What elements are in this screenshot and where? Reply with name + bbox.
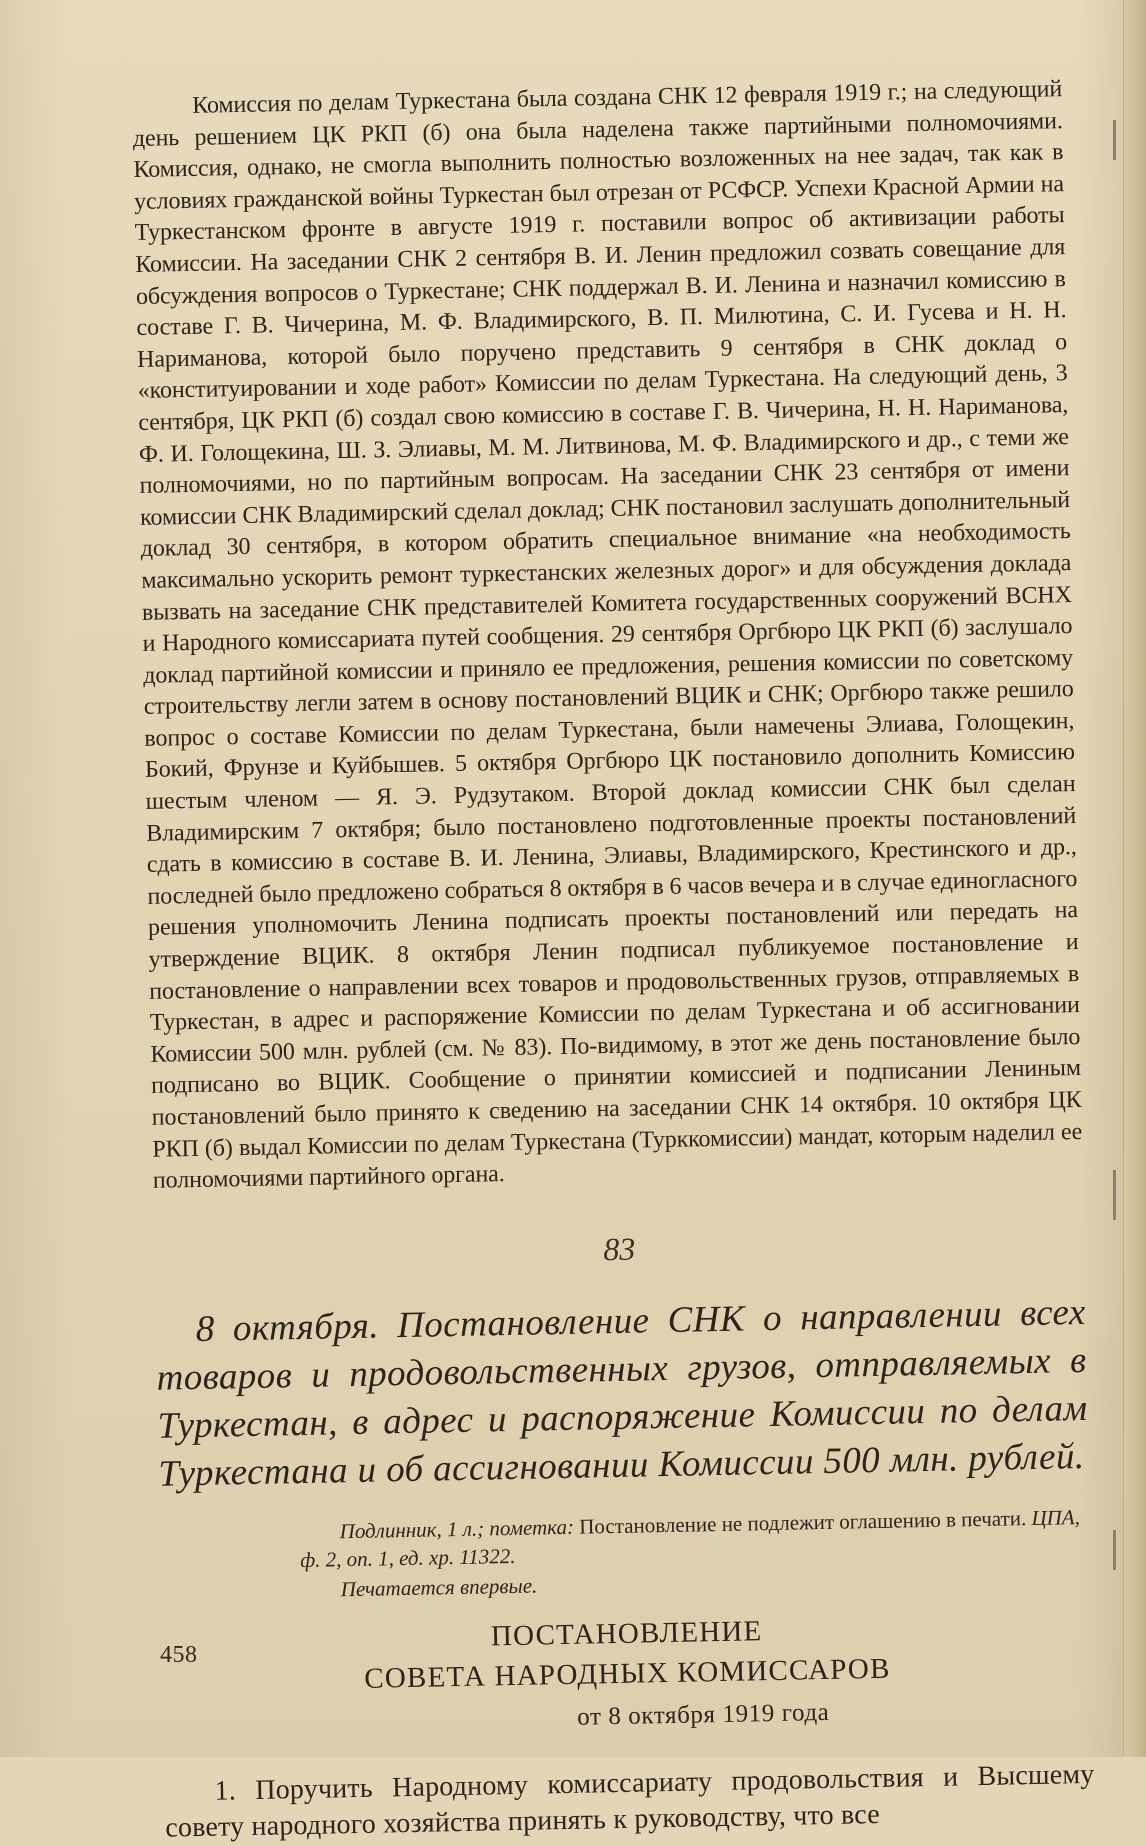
intro-paragraph: Комиссия по делам Туркестана была создана СНК 12 февраля 1919 г.; на следующий день решением ЦК РКП (б) она была наделена также партийными полномочиями. Комиссия, однако, не смогла выполнить полностью возложенных на нее задач, так как в условиях гражданской войны Туркестан был отрезан от РСФСР. Успехи Красной Армии на Туркестанском фронте в августе 1919 г. поставили вопрос об активизации работы Комиссии. На заседании СНК 2 сентября В. И. Ленин предложил созвать совещание для обсуждения вопросов о Туркестане; СНК поддержал В. И. Ленина и назначил комиссию в составе Г. В. Чичерина, М. Ф. Владимирского, В. П. Милютина, С. И. Гусева и Н. Н. Нариманова, которой было поручено представить 9 сентября в СНК доклад о «конституировании и ходе работ» Комиссии по делам Туркестана. На следующий день, 3 сентября, ЦК РКП (б) создал свою комиссию в составе Г. В. Чичерина, Н. Н. Нариманова, Ф. И. Голощекина, Ш. З. Элиавы, М. М. Литвинова, М. Ф. Владимирского и др., с теми же полномочиями, но по партийным вопросам. На заседании СНК 23 сентября от имени комиссии СНК Владимирский сделал доклад; СНК постановил заслушать дополнительный доклад 30 сентября, в котором обратить специальное внимание «на необходимость максимально ускорить ремонт туркестанских железных дорог» и для обсуждения доклада вызвать на заседание СНК представителей Комитета государственных сооружений ВСНХ и Народного комиссариата путей сообщения. 29 сентября Оргбюро ЦК РКП (б) заслушало доклад партийной комиссии и приняло ее предложения, решения комиссии по советскому строительству легли затем в основу постановлений ВЦИК и СНК; Оргбюро также решило вопрос о составе Комиссии по делам Туркестана, были намечены Элиава, Голощекин, Бокий, Фрунзе и Куйбышев. 5 октября Оргбюро ЦК постановило дополнить Комиссию шестым членом — Я. Э. Рудзутаком. Второй доклад комиссии СНК был сделан Владимирским 7 октября; было постановлено подготовленные проекты постановлений сдать в комиссию в составе В. И. Ленина, Элиавы, Владимирского, Крестинского и др., последней было предложено собраться 8 октября в 6 часов вечера и в случае единогласного решения уполномочить Ленина подписать проекты постановлений или передать на утверждение ВЦИК. 8 октября Ленин подписал публикуемое постановление и постановление о направлении всех товаров и продовольственных грузов, отправляемых в Туркестан, в адрес и распоряжение Комиссии по делам Туркестана и об ассигновании Комиссии 500 млн. рублей (см. № 83). По-видимому, в этот же день постановление было подписано во ВЦИК. Сообщение о принятии комиссией и подписании Лениным постановлений было принято к сведению на заседании СНК 14 октября. 10 октября ЦК РКП (б) выдал Комиссии по делам Туркестана (Турккомиссии) мандат, которым наделил ее полномочиями партийного органа. xyxy=(132,76,1083,1194)
margin-mark xyxy=(1113,120,1116,160)
page-content xyxy=(132,74,1096,1846)
margin-mark xyxy=(1113,1530,1116,1570)
publication-note: Печатается впервые. xyxy=(340,1573,538,1602)
document-heading: 8 октября. Постановление СНК о направлении всех товаров и продовольственных грузов, отправляемых в Туркестан, в адрес и распоряжение Комиссии по делам Туркестана и об ассигновании Комиссии 500 млн. рублей. xyxy=(156,1291,1088,1495)
source-archive: ЦПА, ф. 2, оп. 1, ед. хр. 11322. xyxy=(299,1504,1081,1572)
source-original-label: Подлинник, 1 л.; пометка: xyxy=(339,1514,575,1544)
page-number: 458 xyxy=(160,1642,198,1668)
resolution-issuer: СОВЕТА НАРОДНЫХ КОМИССАРОВ xyxy=(364,1652,891,1695)
resolution-title: ПОСТАНОВЛЕНИЕ xyxy=(490,1614,763,1653)
resolution-date: от 8 октября 1919 года xyxy=(576,1698,830,1731)
margin-mark xyxy=(1113,1170,1116,1220)
page-edge-shadow xyxy=(1123,0,1146,1757)
document-number: 83 xyxy=(602,1230,636,1267)
resolution-clause-1: 1. Поручить Народному комиссариату продовольствия и Высшему совету народного хозяйства принять к руководству, что все xyxy=(165,1758,1095,1844)
source-note: Постановление не подлежит оглашению в печати. xyxy=(578,1505,1027,1539)
